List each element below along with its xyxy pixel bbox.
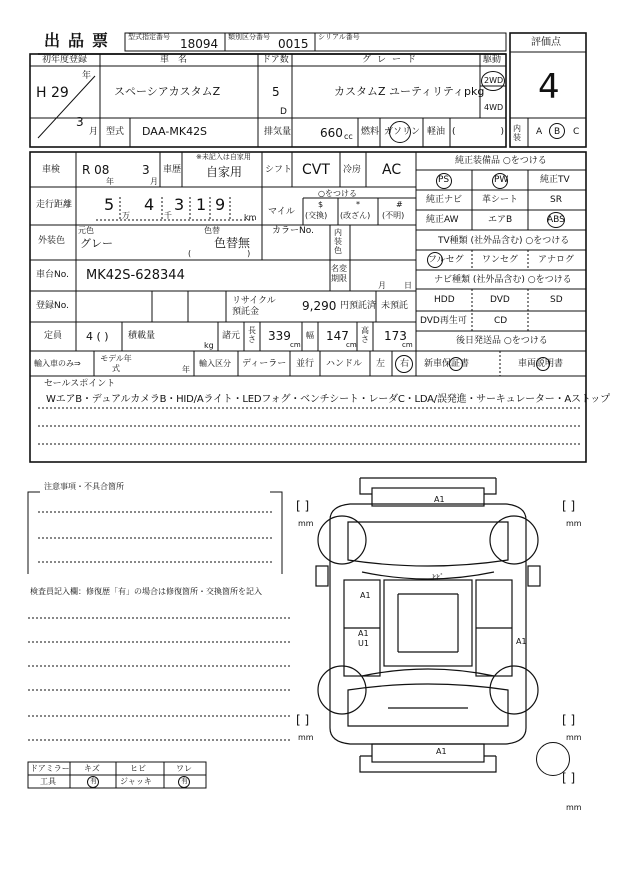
mileage-label: 走行距離 <box>36 200 73 210</box>
recycle-unit: 円預託済 <box>340 301 377 311</box>
unknown-label: (不明) <box>382 211 405 220</box>
type-code: 18094 <box>180 37 219 51</box>
shaken-month-unit: 月 <box>150 177 158 186</box>
tv-oneseg: ワンセグ <box>482 255 519 265</box>
type-code-label: 型式指定番号 <box>128 33 170 41</box>
spare-tire-bracket: [ ] <box>562 771 576 785</box>
chassis-value: MK42S-628344 <box>86 268 185 283</box>
tamper-label: (改ざん) <box>340 211 371 220</box>
history-value: 自家用 <box>206 165 243 179</box>
shift-value: CVT <box>302 162 330 178</box>
color-change-value: 色替無 <box>214 236 251 250</box>
interior-color-label: 内装色 <box>334 228 342 255</box>
first-reg-label: 初年度登録 <box>42 55 88 65</box>
km-unit: km <box>244 213 257 222</box>
fuel-label: 燃料 <box>361 127 380 137</box>
name-change-month: 月 <box>378 281 386 290</box>
tire-fl-mm: mm <box>298 519 314 528</box>
nav-title: ナビ種類 (社外品含む) ○をつける <box>434 275 572 285</box>
tire-rr-bracket: [ ] <box>562 713 576 727</box>
unknown-sym: # <box>396 200 403 209</box>
drive-2wd-circle <box>481 71 505 91</box>
displacement-label: 排気量 <box>264 127 292 137</box>
equip-abs: ABS <box>547 215 565 225</box>
height-unit: cm <box>402 341 413 349</box>
month-unit: 月 <box>89 127 99 137</box>
grade-label: 評価点 <box>531 37 561 48</box>
sales-point-label: セールスポイント <box>44 379 116 389</box>
fuel-gasoline-circle <box>389 121 411 143</box>
tire-fr-bracket: [ ] <box>562 499 576 513</box>
orig-color: グレー <box>80 237 113 250</box>
mark-rear-bumper: A1 <box>436 747 447 756</box>
handle-right-circle <box>395 355 413 373</box>
nav-hdd: HDD <box>434 295 455 305</box>
drive-2wd: 2WD <box>484 76 504 85</box>
length-value: 339 <box>268 329 291 343</box>
nav-sd: SD <box>550 295 563 305</box>
width-value: 147 <box>326 329 349 343</box>
equip-sr: SR <box>550 195 562 205</box>
history-note: ※未記入は自家用 <box>196 153 251 161</box>
capacity-value: 4 ( ) <box>86 330 109 343</box>
load-label: 積載量 <box>128 331 156 341</box>
legend-crack: ヒビ <box>130 764 146 773</box>
interior-label: 内装 <box>513 124 521 142</box>
door-type: D <box>280 107 287 117</box>
year-unit: 年 <box>82 71 92 81</box>
capacity-label: 定員 <box>44 331 63 341</box>
car-name-label: 車 名 <box>160 55 188 65</box>
width-unit: cm <box>346 341 357 349</box>
interior-b: B <box>554 127 561 137</box>
doc-title: 出品票 <box>44 31 117 50</box>
odometer-circle-note: ○をつける <box>318 189 357 198</box>
doors-label: ドア数 <box>262 55 289 65</box>
tv-analog: アナログ <box>538 255 575 265</box>
legend-scratch: キズ <box>84 764 100 773</box>
model-year-label: モデル年式 <box>100 354 132 373</box>
tire-fr-mm: mm <box>566 519 582 528</box>
tire-fl-bracket: [ ] <box>296 499 310 513</box>
color-no-label: カラーNo. <box>272 226 314 236</box>
model-year-unit: 年 <box>182 365 190 374</box>
displacement-unit: cc <box>344 132 353 141</box>
import-only: 輸入車のみ⇒ <box>34 359 81 368</box>
legend-tools-yes-circle <box>87 776 99 788</box>
tire-rl-bracket: [ ] <box>296 713 310 727</box>
shaken-year-unit: 年 <box>106 177 114 186</box>
fuel-other: ( ) <box>452 127 505 137</box>
sales-point-text: WエアB・デュアルカメラB・HID/Aライト・LEDフォグ・ベンチシート・レーダC・LDA/誤発進・サーキュレーター・Aストップ <box>46 394 610 405</box>
mark-left-front-door: A1 <box>360 591 371 600</box>
later-title: 後日発送品 ○をつける <box>456 336 548 346</box>
shaken-month: 3 <box>142 163 150 177</box>
later-manual-circle <box>536 357 550 371</box>
mark-left-rear-door-u: U1 <box>358 639 369 648</box>
grade-name: カスタムZ ユーティリティpkg <box>334 85 485 98</box>
nav-dvd-play: DVD再生可 <box>420 316 467 326</box>
recycle-amount: 9,290 <box>302 299 337 313</box>
ac-label: 冷房 <box>343 165 362 175</box>
mark-right-rear-door: A1 <box>516 637 527 646</box>
equip-tv: 純正TV <box>540 175 570 185</box>
tamper-sym: * <box>356 200 360 209</box>
mileage-digit-5: 9 <box>215 195 226 214</box>
sen-unit: 千 <box>164 211 172 220</box>
shaken-label: 車検 <box>42 165 61 175</box>
displacement-value: 660 <box>320 126 343 140</box>
mileage-digit-4: 1 <box>196 195 207 214</box>
parallel: 並行 <box>296 359 315 369</box>
fuel-gasoline: ガソリン <box>384 127 421 137</box>
color-change-label: 色替 <box>204 226 220 235</box>
dims-label: 諸元 <box>222 331 241 341</box>
handle-label: ハンドル <box>326 359 363 369</box>
mark-left-rear-door-a: A1 <box>358 629 369 638</box>
mark-front-bumper: A1 <box>434 495 445 504</box>
equip-navi: 純正ナビ <box>426 195 463 205</box>
man-unit: 万 <box>122 211 130 220</box>
first-reg-month: 3 <box>76 115 84 129</box>
reg-no-label: 登録No. <box>36 301 69 311</box>
width-label: 幅 <box>306 331 314 340</box>
spare-tire-mm: mm <box>566 803 582 812</box>
equipment-title: 純正装備品 ○をつける <box>455 156 547 166</box>
class-code-label: 類別区分番号 <box>228 33 270 41</box>
fuel-light-oil: 軽油 <box>427 127 446 137</box>
drive-4wd: 4WD <box>484 103 504 112</box>
legend-jack-yes-circle <box>178 776 190 788</box>
mileage-digit-1: 5 <box>104 195 115 214</box>
equip-pw-circle <box>492 173 508 189</box>
handle-right: 右 <box>400 359 410 369</box>
equip-abs-circle <box>547 212 565 228</box>
interior-c: C <box>573 127 580 137</box>
shift-label: シフト <box>265 165 293 175</box>
tv-fullseg-circle <box>427 252 443 268</box>
mileage-digit-2: 4 <box>144 195 155 214</box>
recycle-unpaid: 未預託 <box>381 301 409 311</box>
exchange-sym: $ <box>318 200 324 209</box>
drive-label: 駆動 <box>483 55 502 65</box>
tv-title: TV種類 (社外品含む) ○をつける <box>438 236 570 246</box>
tire-rr-mm: mm <box>566 733 582 742</box>
import-class-label: 輸入区分 <box>199 359 231 368</box>
overall-grade: 4 <box>538 67 560 107</box>
load-unit: kg <box>204 341 214 350</box>
interior-a: A <box>536 127 543 137</box>
equip-ps: PS <box>438 175 450 185</box>
legend-mirror: ドアミラー <box>30 764 70 773</box>
legend-tools-yes: 有 <box>90 777 97 785</box>
name-change-label: 名変期限 <box>331 264 347 283</box>
legend-tools: 工具 <box>40 777 56 786</box>
exterior-color-label: 外装色 <box>38 236 66 246</box>
nav-cd: CD <box>494 316 508 326</box>
length-unit: cm <box>290 341 301 349</box>
serial-label: シリアル番号 <box>318 33 360 41</box>
name-change-day: 日 <box>404 281 412 290</box>
height-value: 173 <box>384 329 407 343</box>
mile-label: マイル <box>268 207 295 217</box>
equip-leather: 革シート <box>482 195 519 205</box>
chassis-label: 車台No. <box>36 270 69 280</box>
ac-value: AC <box>382 162 402 178</box>
class-code: 0015 <box>278 37 309 51</box>
recycle-label: リサイクル預託金 <box>232 296 276 317</box>
tire-rl-mm: mm <box>298 733 314 742</box>
equip-airbag: エアB <box>488 215 513 225</box>
doors-value: 5 <box>272 85 280 99</box>
handle-left: 左 <box>376 359 386 369</box>
grade-name-label: グレード <box>362 55 423 65</box>
equip-pw: PW <box>494 175 509 185</box>
inspector-note: 検査員記入欄：修復歴「有」の場合は修復箇所・交換箇所を記入 <box>30 587 262 596</box>
mileage-digit-3: 3 <box>174 195 185 214</box>
later-warranty-circle <box>449 357 463 371</box>
model-label: 型式 <box>106 127 125 137</box>
first-reg-year: H 29 <box>36 85 69 101</box>
color-paren: ( ) <box>188 249 251 258</box>
legend-jack: ジャッキ <box>120 777 152 786</box>
later-warranty: 新車保証書 <box>424 359 470 369</box>
history-label: 車歴 <box>163 165 182 175</box>
exchange-label: (交換) <box>305 211 328 220</box>
legend-jack-yes: 有 <box>181 777 188 785</box>
tv-fullseg: フルセグ <box>428 255 464 265</box>
model-value: DAA-MK42S <box>142 125 208 138</box>
dealer: ディーラー <box>242 359 287 369</box>
orig-color-label: 元色 <box>78 226 94 235</box>
nav-dvd: DVD <box>490 295 510 305</box>
legend-break: ワレ <box>176 764 192 773</box>
shaken-year: R 08 <box>82 163 110 177</box>
notes-label: 注意事項・不具合箇所 <box>44 482 124 491</box>
length-label: 長さ <box>248 326 256 344</box>
mark-hood: ﾋﾋﾞ <box>432 573 444 582</box>
equip-aw: 純正AW <box>426 215 459 225</box>
height-label: 高さ <box>361 326 369 344</box>
interior-b-circle <box>549 123 565 139</box>
equip-ps-circle <box>436 173 452 189</box>
spare-tire-icon <box>536 742 570 776</box>
car-name: スペーシアカスタムZ <box>114 85 221 98</box>
later-manual: 車両説明書 <box>518 359 564 369</box>
